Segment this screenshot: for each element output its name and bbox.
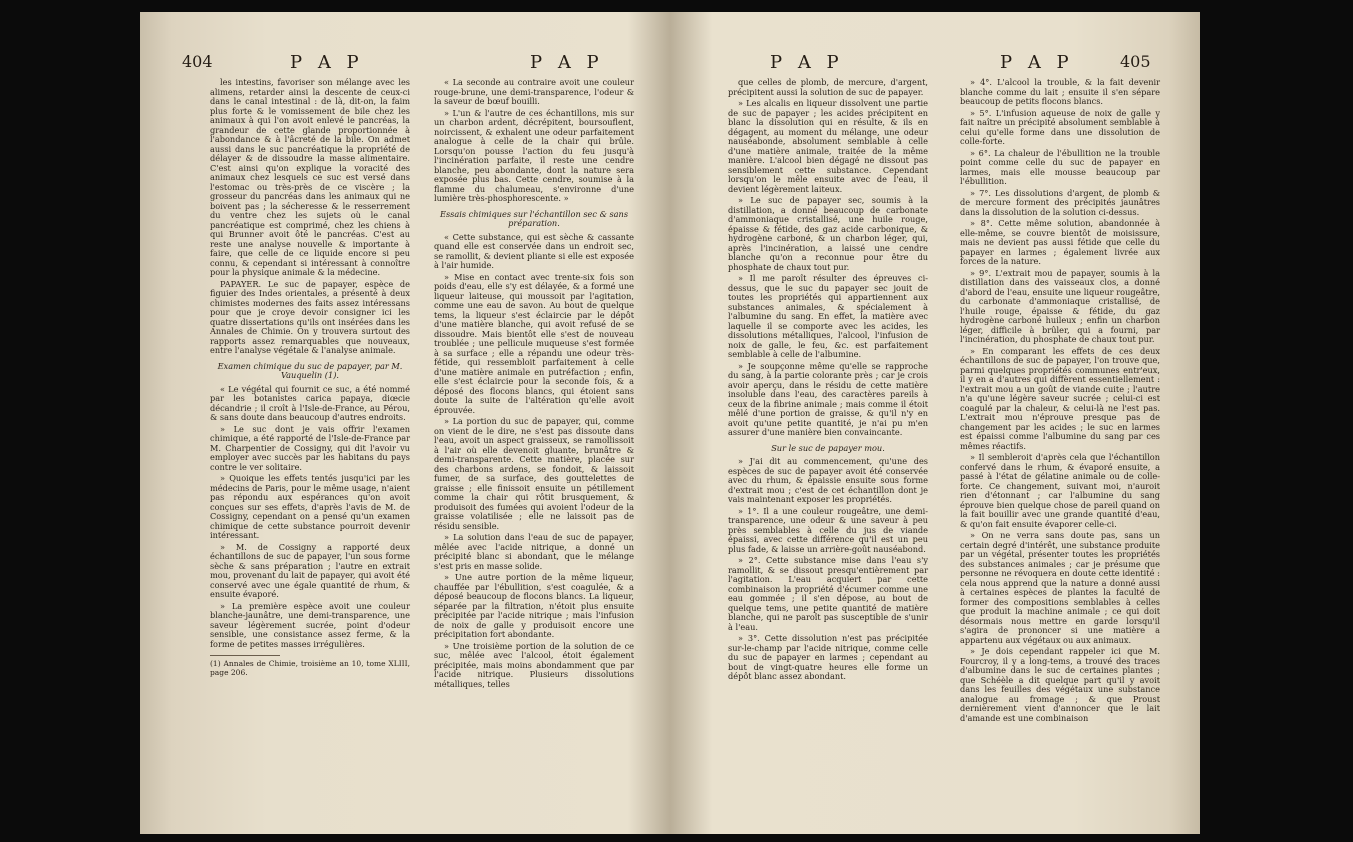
paragraph: » 2°. Cette substance mise dans l'eau s'y ramollit, & se dissout presqu'entièrement par l'agitation. L'eau acquiert par cette combinaison la propriété d'écumer comme une eau gommée ; il s'en dépose, au bout de quelque tems, une petite quantité de matière blanche, qui ne paroît pas susceptible de s'unir à l'eau. [728, 555, 928, 632]
section-title: Essais chimiques sur l'échantillon sec & sans préparation. [439, 208, 629, 228]
footnote: (1) Annales de Chimie, troisième an 10, tome XLIII, page 206. [210, 659, 410, 677]
running-head-col2: P A P [530, 52, 604, 73]
paragraph: « La seconde au contraire avoit une couleur rouge-brune, une demi-transparence, l'odeur & la saveur de bœuf bouilli. [434, 77, 634, 106]
section-title: Sur le suc de papayer mou. [771, 442, 885, 453]
paragraph: » 3°. Cette dissolution n'est pas précipitée sur-le-champ par l'acide nitrique, comme celle du suc de papayer en larmes ; cependant au bout de vingt-quatre heures elle forme un dépôt blanc assez abondant. [728, 633, 928, 681]
text-column [210, 78, 410, 679]
paragraph: PAPAYER. Le suc de papayer, espèce de figuier des Indes orientales, a présenté à deux chimistes modernes des faits assez intéressans pour que je croye devoir consigner ici les quatre dissertations qu'ils ont insérées dans les Annales de Chimie. On y trouvera surtout des rapports assez remarquables que nouveaux, entre l'analyse végétale & l'analyse animale. [210, 278, 410, 355]
paragraph: les intestins, favoriser son mélange avec les alimens, retarder ainsi la descente de ceux-ci dans le canal intestinal : de là, dit-on, la faim plus forte & le vomissement de bile chez les animaux à qui l'on avoit enlevé le pancréas, la grandeur de cette glande proportionnée à l'abondance & à l'âcreté de la bile. On admet aussi dans le suc pancréatique la propriété de délayer & de dissoudre la masse alimentaire. C'est ainsi qu'on explique la voracité des animaux chez lesquels ce suc est versé dans l'estomac ou très-près de ce viscère ; la grosseur du pancréas dans les animaux qui ne boivent pas ; la sécheresse & le resserrement du ventre chez les sujets où le canal pancréatique est comprimé, chez les chiens à qui Brunner avoit ôté le pancréas. C'est au reste une analyse nouvelle & importante à faire, que celle de ce liquide encore si peu connu, & cependant si intéressant à connoître pour la physique animale & la médecine. [210, 77, 410, 277]
paragraph: « Cette substance, qui est sèche & cassante quand elle est conservée dans un endroit sec, se ramollit, & devient pliante si elle est exposée à l'air humide. [434, 231, 634, 270]
left-page [140, 12, 670, 834]
paragraph: que celles de plomb, de mercure, d'argent, précipitent aussi la solution de suc de papayer. [728, 77, 928, 97]
paragraph: » Il sembleroit d'après cela que l'échantillon confervé dans le rhum, & évaporé ensuite, a passé à l'état de gélatine animale ou de colle-forte. Ce changement, suivant moi, n'auroit rien d'étonnant ; car l'albumine du sang éprouve bien quelque chose de pareil quand on la fait bouillir avec une grande quantité d'eau, & qu'on fait ensuite évaporer celle-ci. [960, 452, 1160, 529]
running-head-col2: P A P [1000, 52, 1074, 73]
paragraph: » En comparant les effets de ces deux échantillons de suc de papayer, l'on trouve que, parmi quelques propriétés communes entr'eux, il y en a d'autres qui diffèrent essentiellement : l'extrait mou a un goût de viande cuite ; l'autre n'a qu'une légère saveur sucrée ; celui-ci est coagulé par la chaleur, & celui-là ne l'est pas. L'extrait mou n'éprouve presque pas de changement par les acides ; le suc en larmes est épaissi comme l'albumine du sang par ces mêmes réactifs. [960, 345, 1160, 451]
paragraph: » Quoique les effets tentés jusqu'ici par les médecins de Paris, pour le même usage, n'aient pas répondu aux espérances qu'on avoit conçues sur ses effets, d'après l'avis de M. de Cossigny, cependant on a pensé qu'un examen chimique de cette substance pourroit devenir intéressant. [210, 473, 410, 540]
paragraph: » Une troisième portion de la solution de ce suc, mêlée avec l'alcool, étoit également précipitée, mais moins abondamment que par l'acide nitrique. Plusieurs dissolutions métalliques, telles [434, 640, 634, 689]
paragraph: » 9°. L'extrait mou de papayer, soumis à la distillation dans des vaisseaux clos, a donné d'abord de l'eau, ensuite une liqueur rougeâtre, du carbonate d'ammoniaque cristallisé, de l'huile rouge, épaisse & fétide, du gaz hydrogène carboné huileux ; enfin un charbon léger, difficile à brûler, qui a fourni, par l'incinération, du phosphate de chaux tout pur. [960, 267, 1160, 344]
page-number: 405 [1120, 52, 1151, 71]
footnote-rule [210, 655, 280, 656]
paragraph: « Le végétal qui fournit ce suc, a été nommé par les botanistes carica papaya, diœcie décandrie ; il croît à l'Isle-de-France, au Pérou, & sans doute dans beaucoup d'autres endroits. [210, 383, 410, 422]
paragraph: » Mise en contact avec trente-six fois son poids d'eau, elle s'y est délayée, & a formé une liqueur laiteuse, qui moussoit par l'agitation, comme une eau de savon. Au bout de quelque tems, la liqueur s'est éclaircie par le dépôt d'une matière blanche, qui avoit refusé de se dissoudre. Mais bientôt elle s'est de nouveau troublée ; une pellicule muqueuse s'est formée à sa surface ; elle a répandu une odeur très-fétide, qui ressembloit parfaitement à celle d'une matière animale en putréfaction ; enfin, elle s'est éclaircie pour la seconde fois, & a déposé des flocons blancs, qui étoient sans doute la suite de l'altération qu'elle avoit éprouvée. [434, 271, 634, 415]
section-title: Examen chimique du suc de papayer, par M. Vauquelin (1). [217, 360, 403, 380]
paragraph: » Le suc dont je vais offrir l'examen chimique, a été rapporté de l'Isle-de-France par M. Charpentier de Cossigny, qui dit l'avoir vu employer avec succès par les habitans du pays contre le ver solitaire. [210, 423, 410, 472]
text-column [434, 78, 634, 691]
paragraph: » La portion du suc de papayer, qui, comme on vient de le dire, ne s'est pas dissoute dans l'eau, avoit un aspect graisseux, se ramollissoit à l'air où elle devenoit gluante, brunâtre & demi-transparente. Cette matière, placée sur des charbons ardens, se fondoit, & laissoit fumer, de sa surface, des gouttelettes de graisse ; elle finissoit ensuite un pétillement comme la chair qui rôtit brusquement, & produisoit des fumées qui avoient l'odeur de la graisse volatilisée ; elle ne laissoit pas de résidu sensible. [434, 416, 634, 531]
paragraph: » Le suc de papayer sec, soumis à la distillation, a donné beaucoup de carbonate d'ammoniaque cristallisé, une huile rouge, épaisse & fétide, des gaz acide carbonique, & hydrogène carboné, & un charbon léger, qui, après l'incinération, a laissé une cendre blanche qu'on a reconnue pour être du phosphate de chaux tout pur. [728, 195, 928, 272]
book-spread [140, 12, 1200, 834]
paragraph: » On ne verra sans doute pas, sans un certain degré d'intérêt, une substance produite par un végétal, présenter toutes les propriétés des substances animales ; car je présume que personne ne révoquera en doute cette identité : cela nous apprend que la nature a donné aussi à certaines espèces de plantes la faculté de former des compositions semblables à celles que produit la machine animale ; ce qui doit désormais nous mettre en garde lorsqu'il s'agira de prononcer si une matière a appartenu aux végétaux ou aux animaux. [960, 530, 1160, 645]
paragraph: » Il me paroît résulter des épreuves ci-dessus, que le suc du papayer sec jouit de toutes les propriétés qui appartiennent aux substances animales, & spécialement à l'albumine du sang. En effet, la matière avec laquelle il se comporte avec les acides, les dissolutions métalliques, l'alcool, l'infusion de noix de galle, le feu, &c. est parfaitement semblable à celle de l'albumine. [728, 273, 928, 359]
running-head: P A P [290, 52, 364, 73]
paragraph: » 4°. L'alcool la trouble, & la fait devenir blanche comme du lait ; ensuite il s'en sépare beaucoup de petits flocons blancs. [960, 77, 1160, 106]
running-head: P A P [770, 52, 844, 73]
paragraph: » La solution dans l'eau de suc de papayer, mêlée avec l'acide nitrique, a donné un précipité blanc si abondant, que le mélange s'est pris en masse solide. [434, 532, 634, 571]
paragraph: » 1°. Il a une couleur rougeâtre, une demi-transparence, une odeur & une saveur à peu près semblables à celle du jus de viande épaissi, avec cette différence qu'il est un peu plus fade, & laisse un arrière-goût nauséabond. [728, 505, 928, 554]
paragraph: » Une autre portion de la même liqueur, chauffée par l'ébullition, s'est coagulée, & a déposé beaucoup de flocons blancs. La liqueur, séparée par la filtration, n'étoit plus ensuite précipitée par l'acide nitrique ; mais l'infusion de noix de galle y produisoit encore une précipitation fort abondante. [434, 572, 634, 639]
page-number: 404 [182, 52, 213, 71]
text-column [960, 78, 1160, 725]
paragraph: » 5°. L'infusion aqueuse de noix de galle y fait naître un précipité absolument semblable à celui qu'elle forme dans une dissolution de colle-forte. [960, 107, 1160, 146]
paragraph: » Je soupçonne même qu'elle se rapproche du sang, à la partie colorante près ; car je crois avoir aperçu, dans le résidu de cette matière insoluble dans l'eau, des caractères pareils à ceux de la fibrine animale ; mais comme il étoit mêlé d'une portion de graisse, & qu'il n'y en avoit qu'une petite quantité, je n'ai pu m'en assurer d'une manière bien convaincante. [728, 360, 928, 437]
paragraph: » Je dois cependant rappeler ici que M. Fourcroy, il y a long-tems, a trouvé des traces d'albumine dans le suc de certaines plantes ; que Schéèle a dit quelque part qu'il y avoit dans les feuilles des végétaux une substance analogue au fromage ; & que Proust dernièrement vient d'annoncer que le lait d'amande est une combinaison [960, 646, 1160, 723]
paragraph: » Les alcalis en liqueur dissolvent une partie de suc de papayer ; les acides précipitent en blanc la dissolution qui en résulte, & ils en dégagent, au moment du mélange, une odeur nauséabonde, absolument semblable à celle d'une matière animale, traitée de la même manière. L'alcool bien dégagé ne dissout pas sensiblement cette substance. Cependant lorsqu'on le mêle ensuite avec de l'eau, il devient légèrement laiteux. [728, 98, 928, 194]
paragraph: » M. de Cossigny a rapporté deux échantillons de suc de papayer, l'un sous forme sèche & sans préparation ; l'autre en extrait mou, provenant du lait de papayer, qui avoit été conservé avec une égale quantité de rhum, & ensuite évaporé. [210, 541, 410, 599]
paragraph: » 8°. Cette même solution, abandonnée à elle-même, se couvre bientôt de moisissure, mais ne devient pas aussi fétide que celle du papayer en larmes ; également livrée aux forces de la nature. [960, 218, 1160, 266]
paragraph: » J'ai dit au commencement, qu'une des espèces de suc de papayer avoit été conservée avec du rhum, & épaissie ensuite sous forme d'extrait mou ; c'est de cet échantillon dont je vais maintenant exposer les propriétés. [728, 456, 928, 504]
paragraph: » L'un & l'autre de ces échantillons, mis sur un charbon ardent, décrépitent, boursouflent, noircissent, & exhalent une odeur parfaitement analogue à celle de la chair qui brûle. Lorsqu'on pousse l'action du feu jusqu'à l'incinération parfaite, il reste une cendre blanche, peu abondante, dont la nature sera exposée plus bas. Cette cendre, soumise à la flamme du chalumeau, s'environne d'une lumière très-phosphorescente. » [434, 107, 634, 203]
paragraph: » 7°. Les dissolutions d'argent, de plomb & de mercure forment des précipités jaunâtres dans la dissolution de la solution ci-dessus. [960, 187, 1160, 217]
text-column [728, 78, 928, 684]
right-page [670, 12, 1200, 834]
paragraph: » La première espèce avoit une couleur blanche-jaunâtre, une demi-transparence, une saveur légèrement sucrée, point d'odeur sensible, une consistance assez ferme, & la forme de petites masses irrégulières. [210, 600, 410, 649]
paragraph: » 6°. La chaleur de l'ébullition ne la trouble point comme celle du suc de papayer en larmes, mais elle mousse beaucoup par l'ébullition. [960, 147, 1160, 186]
